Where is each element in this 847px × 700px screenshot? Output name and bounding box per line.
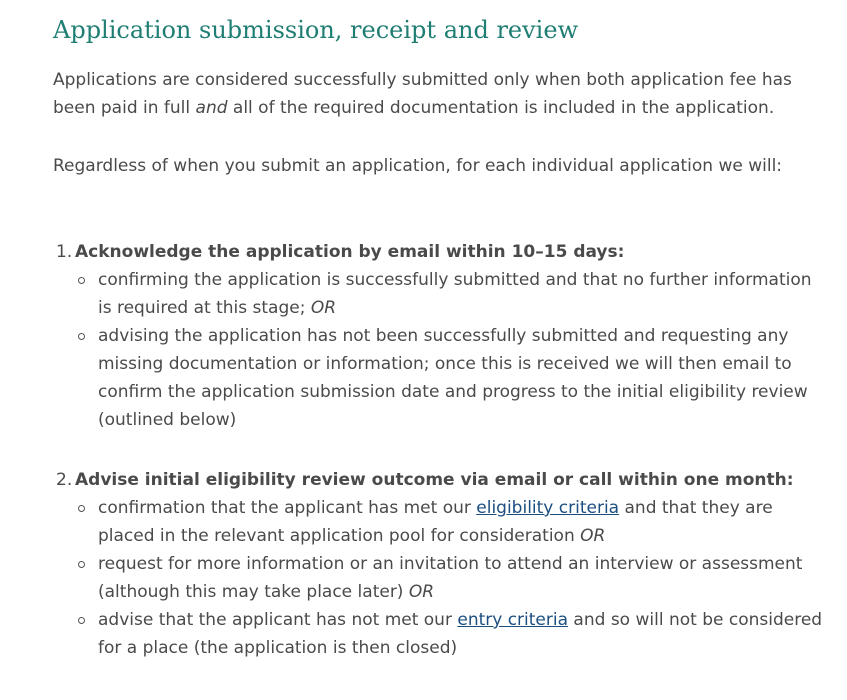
circle-bullet-icon (78, 561, 85, 568)
list-item-text: advising the application has not been successfully submitted and requesting any missing documentation or information; once this is received we will then email to confirm the application submission date and progress to the initial eligibility review (outlined below) (98, 326, 808, 430)
step-heading (53, 238, 829, 266)
or-emphasis: OR (310, 298, 337, 318)
commitment-paragraph: Regardless of when you submit an application, for each individual application we will: (53, 156, 783, 176)
step-acknowledge (53, 238, 829, 434)
list-item-text: and that they are placed in the relevant application pool for consideration (98, 498, 773, 546)
circle-bullet-icon (78, 617, 85, 624)
list-item (98, 550, 829, 606)
circle-bullet-icon (78, 277, 85, 284)
circle-bullet-icon (78, 333, 85, 340)
list-item (98, 606, 829, 662)
intro-emphasis: and (195, 98, 228, 118)
section-heading: Application submission, receipt and review (53, 16, 579, 44)
list-item (98, 322, 829, 434)
intro-paragraph (53, 66, 829, 122)
list-item-text: and so will not be considered for a place (the application is then closed) (98, 610, 823, 658)
circle-bullet-icon (78, 505, 85, 512)
step-number: 1. (56, 242, 73, 262)
step-heading (53, 466, 829, 494)
intro-text-1: Applications are considered successfully submitted only when both application fee has been paid in full (53, 70, 792, 118)
step-eligibility-review (53, 466, 829, 662)
list-item (98, 266, 829, 322)
steps-list (53, 238, 829, 662)
list-item-text: advise that the applicant has not met our (98, 610, 458, 630)
list-item-text: confirming the application is successfully submitted and that no further information is required at this stage; (98, 270, 812, 318)
step-sublist (53, 266, 829, 434)
step-sublist (53, 494, 829, 662)
entry-criteria-link[interactable]: entry criteria (457, 610, 569, 630)
step-title: Acknowledge the application by email within 10–15 days: (75, 242, 625, 262)
intro-text-2: all of the required documentation is included in the application. (227, 98, 775, 118)
list-item-text: confirmation that the applicant has met our (98, 498, 477, 518)
list-item (98, 494, 829, 550)
eligibility-criteria-link[interactable]: eligibility criteria (476, 498, 620, 518)
or-emphasis: OR (580, 526, 606, 546)
step-number: 2. (56, 470, 73, 490)
list-item-text: request for more information or an invitation to attend an interview or assessment (although this may take place later) (98, 554, 803, 602)
step-title: Advise initial eligibility review outcome via email or call within one month: (75, 470, 794, 490)
or-emphasis: OR (408, 582, 435, 602)
